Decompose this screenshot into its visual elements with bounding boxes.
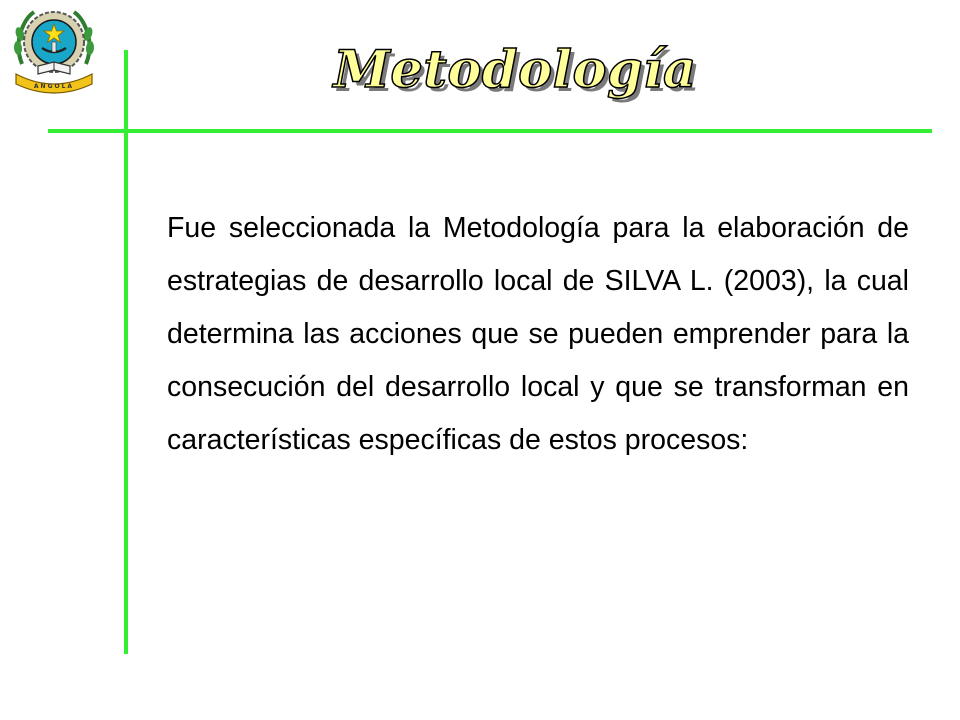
logo-caption: ANGOLA	[33, 83, 75, 90]
slide-title: Metodología	[333, 40, 697, 100]
horizontal-accent-line	[48, 129, 932, 133]
vertical-accent-line	[124, 50, 128, 654]
body-paragraph: Fue seleccionada la Metodología para la elaboración de estrategias de desarrollo local de SILVA L. (2003), la cual determina las acciones que se pueden emprender para la consecución del desarrollo local y que se transforman en características específicas de estos procesos:	[167, 212, 909, 456]
